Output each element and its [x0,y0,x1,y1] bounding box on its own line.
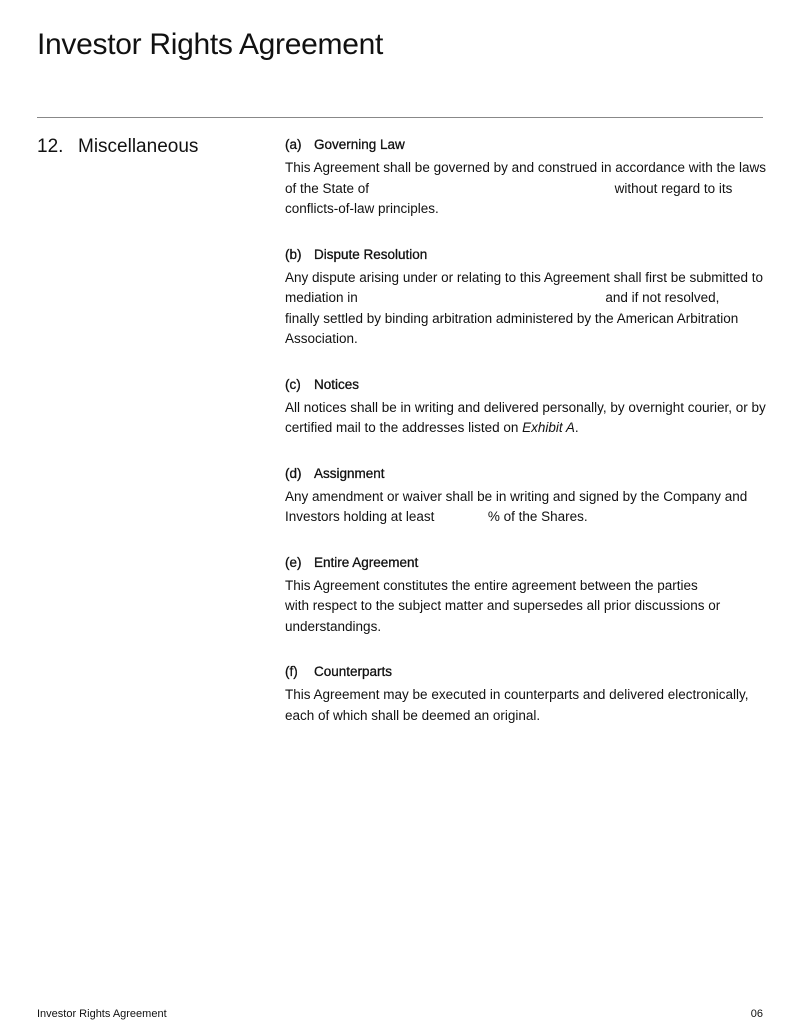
subsection-heading: Notices [314,376,360,392]
body-text: Any dispute arising under or relating to this Agreement shall first be submitted to mediation in [285,269,764,305]
page-title: Investor Rights Agreement [37,28,384,61]
subsection-label: (b) [285,246,302,262]
subsection-entire-agreement [285,554,770,638]
subsection-heading: Entire Agreement [314,554,419,570]
subsection-label: (e) [285,554,302,570]
body-text: and if not resolved, [605,290,720,305]
body-text: This Agreement constitutes the entire agreement between the parties [285,577,698,593]
subsection-body [285,576,770,638]
body-text: This Agreement shall be governed by and construed in accordance with the laws of the State of [285,160,767,196]
subsection-label: (c) [285,376,301,392]
subsection-label: (d) [285,465,302,481]
section-content [285,136,770,752]
body-text: . [574,420,579,435]
subsection-body [285,398,770,439]
body-text: This Agreement may be executed in counterparts and delivered electronically, each of which shall be deemed an original. [285,687,749,723]
subsection-heading: Dispute Resolution [314,246,428,262]
subsection-counterparts [285,663,770,726]
subsection-heading: Assignment [314,465,385,481]
subsection-body [285,487,770,528]
mediation-location-field[interactable] [362,291,602,305]
footer-title: Investor Rights Agreement [37,1008,167,1020]
subsection-governing-law [285,136,770,220]
subsection-notices [285,376,770,439]
exhibit-reference: Exhibit A [522,420,575,435]
section-number: 12. [37,136,64,157]
subsection-assignment [285,465,770,528]
body-text: with respect to the subject matter and supersedes all prior discussions or understandings. [285,598,721,634]
subsection-label: (a) [285,137,302,152]
body-text: without regard to its conflicts-of-law principles. [285,180,733,216]
body-text: finally settled by binding arbitration administered by the American Arbitration Association. [285,310,739,346]
section-title: Miscellaneous [78,136,199,157]
body-text: % of the Shares. [487,509,588,524]
body-text: All notices shall be in writing and delivered personally, by overnight courier, or by certified mail to the addresses listed on [285,399,766,435]
body-text: Any amendment or waiver shall be in writing and signed by the Company and Investors holding at least [285,488,748,524]
subsection-heading: Counterparts [314,664,393,679]
state-field[interactable] [373,182,611,196]
subsection-body [285,268,770,350]
subsection-dispute-resolution [285,246,770,350]
page-number: 06 [750,1008,763,1020]
subsection-body [285,685,770,726]
subsection-heading: Governing Law [314,137,405,152]
divider [37,117,763,118]
subsection-body [285,158,770,220]
subsection-label: (f) [285,664,298,679]
percentage-field[interactable] [438,510,484,524]
